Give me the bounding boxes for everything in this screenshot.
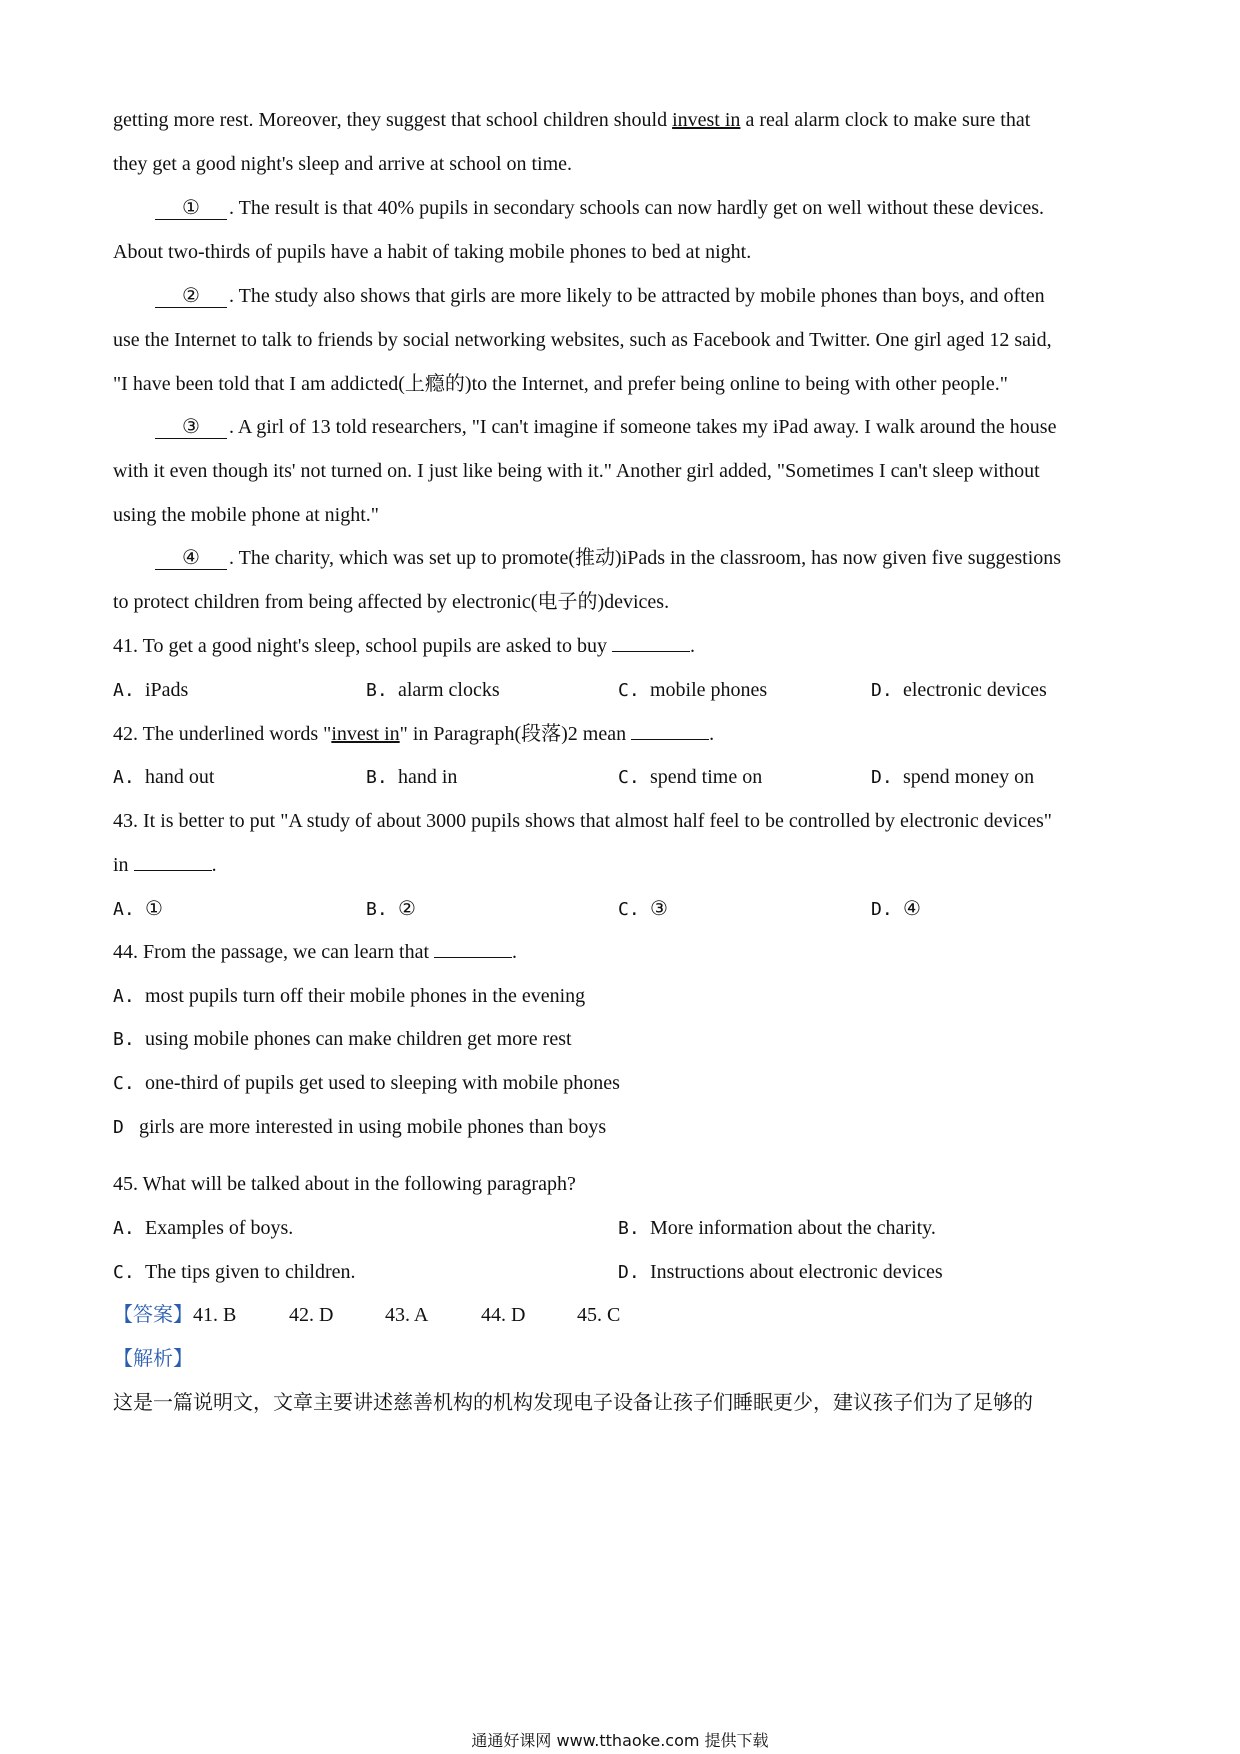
q43-option-a: A. ① bbox=[113, 898, 163, 920]
passage-line: About two-thirds of pupils have a habit of taking mobile phones to bed at night. bbox=[113, 241, 752, 263]
q45-option-c: C. The tips given to children. bbox=[113, 1261, 356, 1283]
q42-option-d: D. spend money on bbox=[871, 766, 1035, 788]
passage-line: ② . The study also shows that girls are more likely to be attracted by mobile phones than boys, and often bbox=[155, 282, 1175, 310]
passage-line: use the Internet to talk to friends by social networking websites, such as Facebook and Twitter. One girl aged 12 said, bbox=[113, 329, 1052, 351]
q43-option-c: C. ③ bbox=[618, 898, 668, 920]
q41-option-d: D. electronic devices bbox=[871, 679, 1047, 701]
passage-line: getting more rest. Moreover, they suggest that school children should invest in a real alarm clock to make sure that bbox=[113, 109, 1031, 131]
blank-4: ④ bbox=[155, 547, 227, 570]
answer-blank bbox=[631, 721, 709, 740]
passage-line: using the mobile phone at night." bbox=[113, 504, 379, 526]
q41-option-a: A. iPads bbox=[113, 679, 189, 701]
passage-line: ④ . The charity, which was set up to promote(推动)iPads in the classroom, has now given five suggestions bbox=[155, 544, 1175, 572]
answer-label: 【答案】 bbox=[113, 1304, 193, 1326]
question-41-stem: 41. To get a good night's sleep, school pupils are asked to buy . bbox=[113, 635, 695, 657]
q44-option-c: C. one-third of pupils get used to sleeping with mobile phones bbox=[113, 1072, 620, 1094]
question-42-stem: 42. The underlined words "invest in" in Paragraph(段落)2 mean . bbox=[113, 723, 715, 745]
answer-blank bbox=[434, 939, 512, 958]
q45-option-b: B. More information about the charity. bbox=[618, 1217, 936, 1239]
q44-option-b: B. using mobile phones can make children get more rest bbox=[113, 1028, 572, 1050]
answer-blank bbox=[134, 852, 212, 871]
q41-option-c: C. mobile phones bbox=[618, 679, 768, 701]
q43-option-b: B. ② bbox=[366, 898, 416, 920]
blank-1: ① bbox=[155, 197, 227, 220]
analysis-label: 【解析】 bbox=[113, 1348, 193, 1370]
blank-2: ② bbox=[155, 285, 227, 308]
question-44-stem: 44. From the passage, we can learn that . bbox=[113, 941, 518, 963]
answer-key: 【答案】41. B 42. D 43. A 44. D 45. C bbox=[113, 1304, 621, 1326]
q44-option-a: A. most pupils turn off their mobile phones in the evening bbox=[113, 985, 586, 1007]
q42-option-b: B. hand in bbox=[366, 766, 458, 788]
q44-option-d: D girls are more interested in using mobile phones than boys bbox=[113, 1116, 607, 1138]
passage-line: they get a good night's sleep and arrive at school on time. bbox=[113, 153, 573, 175]
passage-line: "I have been told that I am addicted(上瘾的)to the Internet, and prefer being online to being with other people." bbox=[113, 373, 1008, 395]
underlined-phrase: invest in bbox=[672, 109, 741, 131]
analysis-text: 这是一篇说明文，文章主要讲述慈善机构的机构发现电子设备让孩子们睡眠更少，建议孩子们为了足够的 bbox=[113, 1392, 1033, 1414]
question-43-stem-cont: in . bbox=[113, 854, 217, 876]
footer-watermark: 通通好课网 www.tthaoke.com 提供下载 bbox=[471, 1731, 769, 1750]
q45-option-a: A. Examples of boys. bbox=[113, 1217, 294, 1239]
question-43-stem: 43. It is better to put "A study of about 3000 pupils shows that almost half feel to be controlled by electronic devices" bbox=[113, 810, 1052, 832]
q43-option-d: D. ④ bbox=[871, 898, 921, 920]
question-45-stem: 45. What will be talked about in the following paragraph? bbox=[113, 1173, 576, 1195]
answer-blank bbox=[612, 633, 690, 652]
q42-option-c: C. spend time on bbox=[618, 766, 763, 788]
passage-line: ① . The result is that 40% pupils in secondary schools can now hardly get on well without these devices. bbox=[155, 194, 1175, 222]
passage-line: ③ . A girl of 13 told researchers, "I can't imagine if someone takes my iPad away. I walk around the house bbox=[155, 413, 1175, 441]
q42-option-a: A. hand out bbox=[113, 766, 215, 788]
blank-3: ③ bbox=[155, 416, 227, 439]
q45-option-d: D. Instructions about electronic devices bbox=[618, 1261, 943, 1283]
passage-line: with it even though its' not turned on. I just like being with it." Another girl added, "Sometimes I can't sleep without bbox=[113, 460, 1040, 482]
passage-line: to protect children from being affected by electronic(电子的)devices. bbox=[113, 591, 670, 613]
q41-option-b: B. alarm clocks bbox=[366, 679, 500, 701]
